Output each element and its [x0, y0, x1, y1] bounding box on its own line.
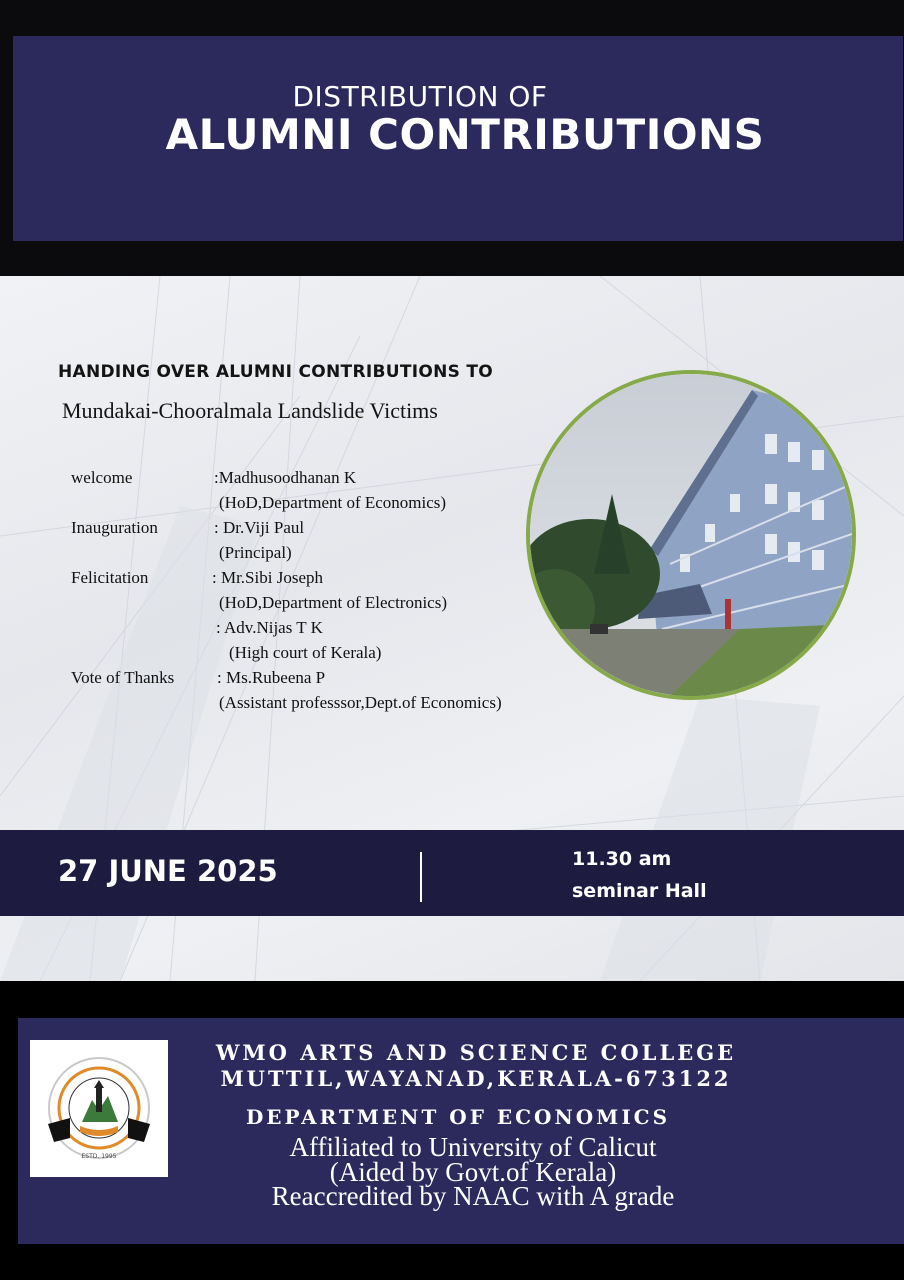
event-date: 27 JUNE 2025 [58, 854, 278, 888]
schedule-divider [420, 852, 422, 902]
event-time: 11.30 am [572, 848, 672, 870]
affiliation-text: Affiliated to University of Calicut [289, 1132, 657, 1162]
inauguration-desc: (Principal) [219, 543, 292, 562]
logo-estd-text: ESTD. 1995 [81, 1153, 117, 1160]
vote-of-thanks-desc: (Assistant professsor,Dept.of Economics) [219, 693, 502, 712]
welcome-desc: (HoD,Department of Economics) [219, 493, 447, 512]
college-footer [18, 1018, 904, 1244]
event-venue: seminar Hall [572, 880, 707, 902]
department-name: DEPARTMENT OF ECONOMICS [245, 1105, 671, 1129]
college-building-photo [526, 370, 856, 700]
aided-text: (Aided by Govt.of Kerala) [329, 1157, 617, 1187]
title-line-2: ALUMNI CONTRIBUTIONS [165, 110, 765, 159]
felicitation-name-1: : Mr.Sibi Joseph [212, 568, 323, 587]
event-subheading: Mundakai-Chooralmala Landslide Victims [62, 398, 438, 423]
welcome-role: welcome [71, 468, 133, 487]
vote-of-thanks-role: Vote of Thanks [71, 668, 175, 687]
inauguration-name: : Dr.Viji Paul [214, 518, 305, 537]
accreditation-text: Reaccredited by NAAC with A grade [271, 1181, 675, 1211]
college-address: MUTTIL,WAYANAD,KERALA-673122 [220, 1066, 732, 1091]
felicitation-desc-1: (HoD,Department of Electronics) [219, 593, 447, 612]
felicitation-desc-2: (High court of Kerala) [229, 643, 382, 662]
felicitation-name-2: : Adv.Nijas T K [216, 618, 323, 637]
schedule-band [0, 830, 904, 916]
building-illustration [530, 374, 852, 696]
college-name: WMO ARTS AND SCIENCE COLLEGE [215, 1040, 737, 1065]
title-line-1: DISTRIBUTION OF [292, 80, 548, 113]
vote-of-thanks-name: : Ms.Rubeena P [217, 668, 326, 687]
welcome-name: :Madhusoodhanan K [214, 468, 357, 487]
felicitation-role: Felicitation [71, 568, 149, 587]
event-heading: HANDING OVER ALUMNI CONTRIBUTIONS TO [58, 362, 494, 382]
inauguration-role: Inauguration [71, 518, 158, 537]
